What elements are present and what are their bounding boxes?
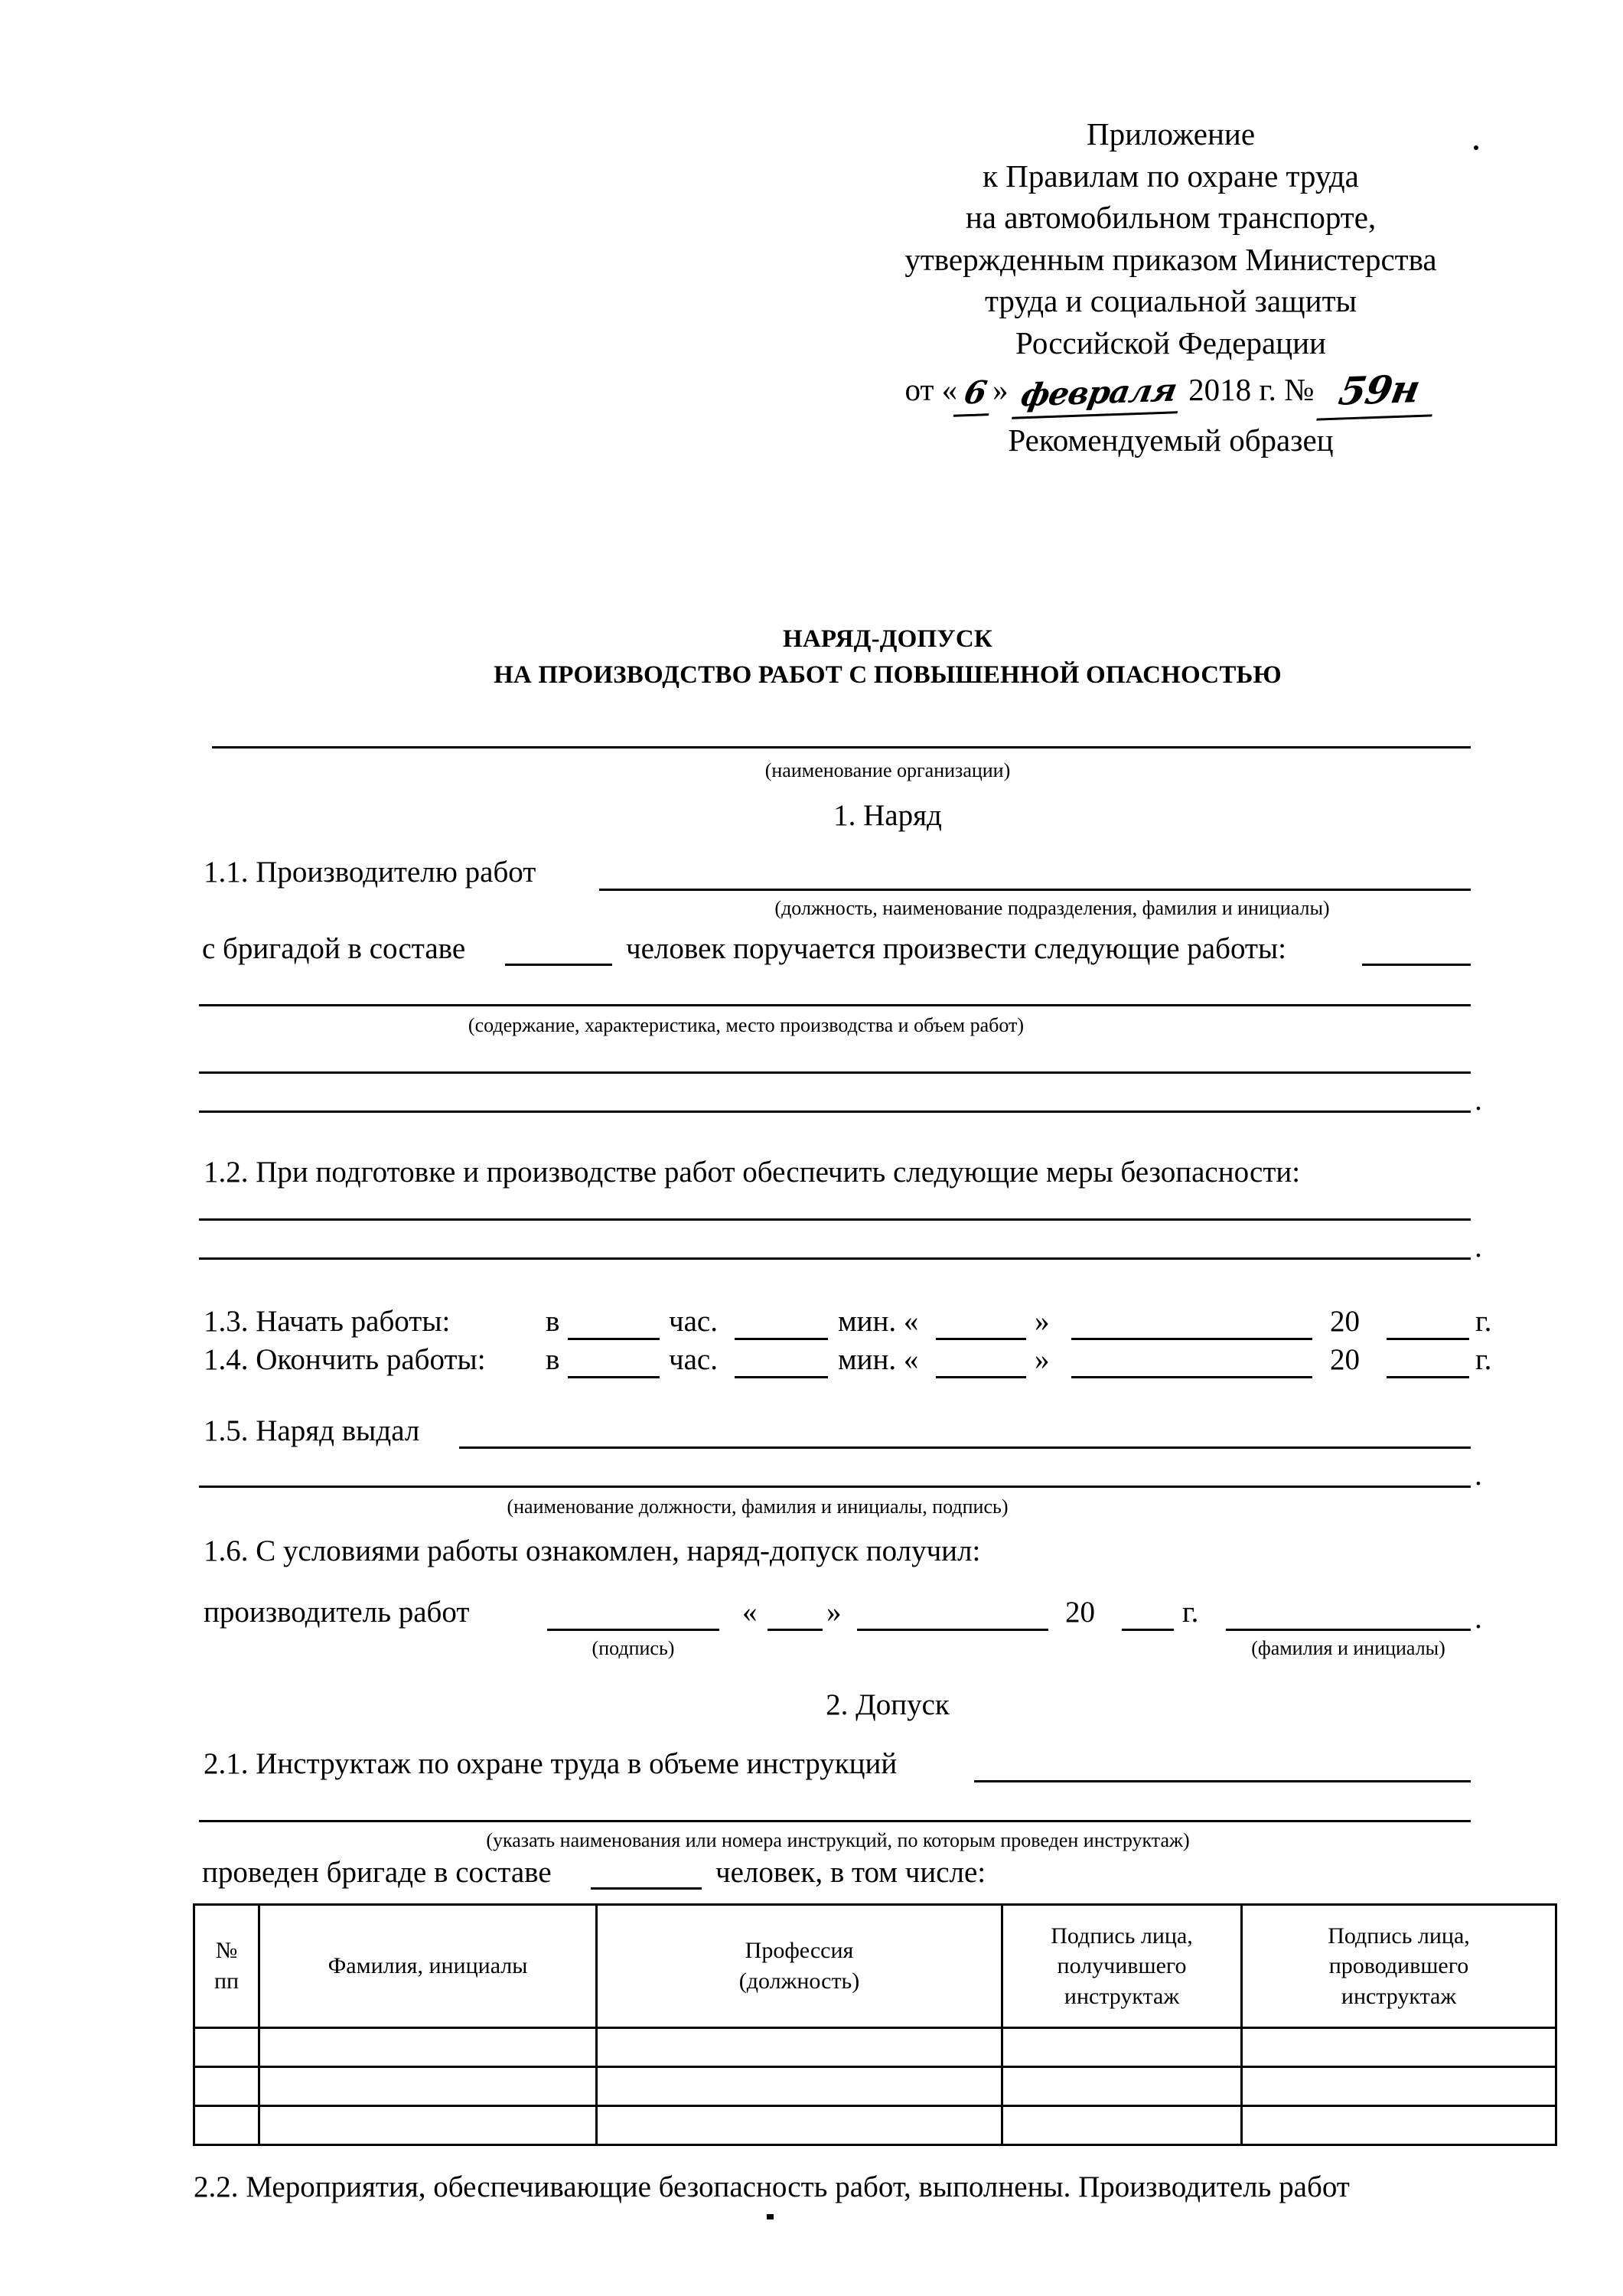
document-title-line-2: НА ПРОИЗВОДСТВО РАБОТ С ПОВЫШЕННОЙ ОПАСНОСТЬЮ [494,660,1282,689]
appendix-header [773,113,1569,461]
item-1-6-signature-field[interactable] [547,1629,719,1631]
table-header-no-line2: пп [213,1968,240,1994]
item-1-6-signature-caption: (подпись) [592,1637,675,1659]
recommended-sample-label: Рекомендуемый образец [1008,422,1334,458]
item-1-5-field-line-2[interactable] [199,1486,1471,1488]
brigade-count-prefix: с бригадой в составе [202,932,466,965]
organization-rule[interactable] [212,746,1471,748]
item-1-4-label: 1.4. Окончить работы: [204,1343,486,1376]
table-header-signature-received-line1: Подпись лица, [1051,1923,1193,1949]
item-1-6-year-field[interactable] [1122,1629,1174,1631]
item-1-3-label: 1.3. Начать работы: [204,1305,451,1338]
date-prefix: от « [904,372,958,408]
brigade-count-field[interactable] [505,964,612,966]
table-header-signature-conducted-line1: Подпись лица, [1328,1923,1470,1949]
header-line-6: Российской Федерации [1015,325,1326,360]
header-line-1: Приложение [1086,116,1256,152]
item-1-4-quote-close: » [1035,1343,1050,1376]
handwritten-day: 6 [953,371,997,416]
order-date-line [905,365,1437,419]
instruction-brigade-suffix: человек, в том числе: [715,1856,986,1889]
item-1-5-label: 1.5. Наряд выдал [204,1414,420,1447]
table-cell-no[interactable] [194,2106,259,2145]
item-1-4-v: в [546,1343,560,1376]
item-1-4-year-field[interactable] [1387,1376,1469,1378]
item-1-3-minutes-label: мин. « [838,1305,919,1338]
table-cell-no[interactable] [194,2067,259,2106]
item-1-1-field[interactable] [599,889,1471,891]
table-cell-profession[interactable] [597,2067,1002,2106]
item-1-6-name-caption: (фамилия и инициалы) [1251,1637,1445,1659]
works-field-line-1[interactable] [199,1004,1471,1006]
item-1-4-hours-label: час. [669,1343,718,1376]
table-cell-name[interactable] [259,2028,597,2067]
item-1-3-quote-close: » [1035,1305,1050,1338]
table-row[interactable] [194,2028,1556,2067]
document-title [199,621,1576,693]
header-line-5: труда и социальной защиты [984,283,1357,319]
item-2-1-label: 2.1. Инструктаж по охране труда в объеме инструкций [204,1747,898,1780]
table-cell-name[interactable] [259,2067,597,2106]
table-cell-signature-received[interactable] [1002,2106,1242,2145]
document-title-line-1: НАРЯД-ДОПУСК [783,625,992,653]
item-1-6-quote-open: « [742,1596,758,1629]
item-1-2-label: 1.2. При подготовке и производстве работ обеспечить следующие меры безопасности: [204,1156,1301,1189]
item-1-1-caption: (должность, наименование подразделения, фамилия и инициалы) [774,897,1330,919]
item-1-6-period: . [1475,1602,1482,1635]
item-1-4-month-field[interactable] [1071,1376,1312,1378]
table-row[interactable] [194,2067,1556,2106]
organization-caption: (наименование организации) [764,759,1011,781]
section-2-heading: 2. Допуск [826,1688,950,1721]
table-header-profession-line2: (должность) [738,1968,860,1994]
table-header-row [194,1905,1556,2028]
item-2-2-label: 2.2. Мероприятия, обеспечивающие безопасность работ, выполнены. Производитель работ [194,2170,1350,2203]
date-quote-close: » [992,372,1009,408]
table-header-profession [597,1905,1002,2028]
section-1-heading: 1. Наряд [833,799,942,832]
table-cell-signature-conducted[interactable] [1242,2028,1556,2067]
briefing-table [193,1903,1557,2146]
works-field-line-2[interactable] [199,1071,1471,1074]
item-1-4-hours-field[interactable] [568,1376,660,1378]
item-1-6-year-prefix: 20 [1065,1596,1095,1629]
table-cell-signature-conducted[interactable] [1242,2067,1556,2106]
table-header-signature-conducted-line3: инструктаж [1341,1983,1457,2009]
item-1-3-year-prefix: 20 [1330,1305,1360,1338]
table-header-signature-received-line3: инструктаж [1064,1983,1180,2009]
page-bottom-mark [767,2214,774,2219]
item-1-5-caption: (наименование должности, фамилия и инициалы, подпись) [507,1495,1009,1518]
table-header-signature-received [1002,1905,1242,2028]
item-1-3-year-field[interactable] [1387,1338,1469,1340]
item-1-6-label: 1.6. С условиями работы ознакомлен, наряд-допуск получил: [204,1534,981,1567]
item-1-2-field-line-2[interactable] [199,1257,1471,1260]
header-line-3: на автомобильном транспорте, [965,200,1377,236]
item-1-6-name-field[interactable] [1226,1629,1471,1631]
table-header-signature-received-line2: получившего [1057,1953,1187,1979]
item-1-3-minutes-field[interactable] [735,1338,828,1340]
table-cell-signature-received[interactable] [1002,2028,1242,2067]
works-field-line-0[interactable] [1362,964,1471,966]
table-cell-signature-conducted[interactable] [1242,2106,1556,2145]
item-1-4-day-field[interactable] [936,1376,1026,1378]
table-header-name: Фамилия, инициалы [259,1905,597,2028]
item-1-1-label: 1.1. Производителю работ [204,856,536,889]
item-1-2-period: . [1475,1231,1482,1264]
table-cell-no[interactable] [194,2028,259,2067]
instruction-brigade-count-field[interactable] [591,1887,702,1890]
handwritten-order-number: 59н [1317,363,1442,420]
table-header-no-line1: № [215,1938,238,1964]
item-1-3-v: в [546,1305,560,1338]
item-1-3-hours-field[interactable] [568,1338,660,1340]
table-cell-signature-received[interactable] [1002,2067,1242,2106]
table-row[interactable] [194,2106,1556,2145]
table-header-signature-conducted [1242,1905,1556,2028]
works-period: . [1475,1084,1482,1117]
brigade-count-suffix: человек поручается произвести следующие работы: [626,932,1287,965]
table-body [194,2028,1556,2145]
item-1-4-year-suffix: г. [1475,1343,1492,1376]
works-field-line-3[interactable] [199,1110,1471,1113]
item-1-3-month-field[interactable] [1071,1338,1312,1340]
table-header-profession-line1: Профессия [745,1938,854,1964]
item-1-5-field-line-1[interactable] [459,1446,1471,1449]
item-1-3-year-suffix: г. [1475,1305,1492,1338]
table-header-signature-conducted-line2: проводившего [1328,1953,1469,1979]
item-1-6-year-suffix: г. [1182,1596,1199,1629]
item-2-1-caption: (указать наименования или номера инструкций, по которым проведен инструктаж) [486,1829,1190,1851]
item-1-5-period: . [1475,1459,1482,1492]
item-1-6-month-field[interactable] [857,1629,1048,1631]
item-1-4-year-prefix: 20 [1330,1343,1360,1376]
item-2-1-field-line-2[interactable] [199,1820,1471,1822]
item-1-6-role: производитель работ [204,1596,470,1629]
item-1-6-day-field[interactable] [768,1629,823,1631]
item-1-4-minutes-label: мин. « [838,1343,919,1376]
instruction-brigade-prefix: проведен бригаде в составе [202,1856,552,1889]
header-line-4: утвержденным приказом Министерства [904,241,1437,277]
item-1-4-minutes-field[interactable] [735,1376,828,1378]
table-cell-name[interactable] [259,2106,597,2145]
works-caption: (содержание, характеристика, место производства и объем работ) [468,1014,1025,1036]
item-1-3-day-field[interactable] [936,1338,1026,1340]
table-header-no [194,1905,259,2028]
header-line-2: к Правилам по охране труда [983,158,1359,194]
table-cell-profession[interactable] [597,2106,1002,2145]
table-cell-profession[interactable] [597,2028,1002,2067]
item-1-3-hours-label: час. [669,1305,718,1338]
handwritten-month: февраля [1012,369,1185,419]
item-2-1-field-line-1[interactable] [974,1780,1471,1782]
item-1-6-quote-close: » [826,1596,842,1629]
date-year-number: 2018 г. № [1188,372,1315,408]
item-1-2-field-line-1[interactable] [199,1218,1471,1221]
